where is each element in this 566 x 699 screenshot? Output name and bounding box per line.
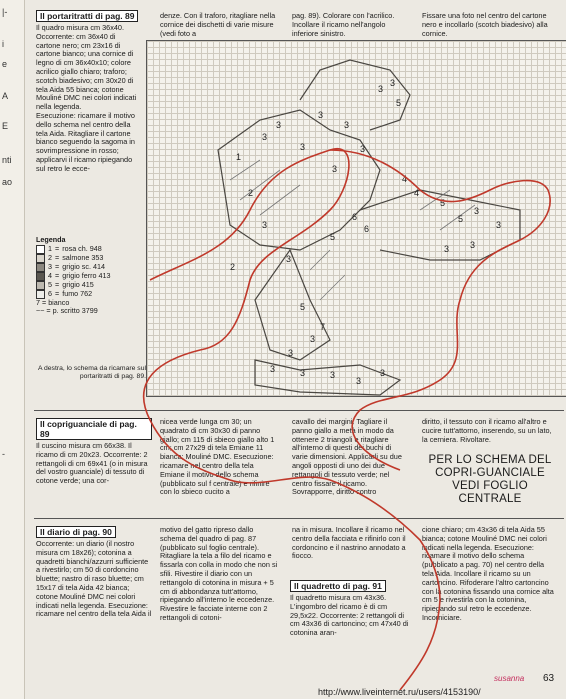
- chart-symbol-number: 3: [300, 142, 306, 152]
- chart-numbers: [230, 78, 501, 386]
- legend-item: 6 = fumo 762: [36, 290, 146, 299]
- legend-extra: 7 = bianco: [36, 297, 70, 307]
- copriguanciale-body: Il cuscino misura cm 66x38. Il ricamo di cm 20x23. Occorrente: 2 rettangoli di cm 69x41 (o in misura del vostro guanciale) di tessuto di cotone verde; una cor-: [36, 441, 148, 486]
- chart-symbol-number: 5: [330, 232, 336, 242]
- chart-symbol-number: 2: [230, 262, 236, 272]
- legend-label: grigio 415: [62, 279, 94, 289]
- magazine-brand: susanna: [494, 674, 525, 683]
- diario-heading: Il diario di pag. 90: [36, 526, 116, 538]
- spine-text: A: [2, 91, 9, 101]
- quadretto-col2: cione chiaro; cm 43x36 di tela Aida 55 bianca; cotone Mouliné DMC nei colori indicati nella legenda. Esecuzione: ricamare il motivo dello schema (pubblicato a pag. 70) nel centro della tela Aida. Incollare il ricamo su un cartoncino. Rifoderare l'altro cartoncino con la cotonina fissando una cornice alta cm 5 e rivestirla con la cotonina, ripiegando sul retro le eccedenze. Incorniciare.: [422, 525, 554, 622]
- source-url: http://www.liveinternet.ru/users/4153190/: [318, 687, 481, 697]
- footer: [0, 684, 566, 699]
- chart-symbol-number: 5: [458, 214, 464, 224]
- legend-number: 3: [48, 261, 52, 271]
- legend-item: 4 = grigio ferro 413: [36, 272, 146, 281]
- portaritratti-execution: Esecuzione: ricamare il motivo dello schema nel centro della tela Aida. Ritagliare il cartone bianco seguendo la sagoma in sovrimpressione in rosso; applicarvi il ricamo ripiegando sul retro le ecce-: [36, 110, 135, 173]
- chart-symbol-number: 3: [380, 368, 386, 378]
- motif-outline: [255, 250, 330, 360]
- motif-outline: [218, 110, 380, 250]
- legend-extra: ~~ = p. scritto 3799: [36, 306, 98, 316]
- red-cut-outline: [144, 149, 440, 690]
- chart-symbol-number: 3: [378, 84, 384, 94]
- motif-outline: [255, 360, 400, 395]
- legend-label: rosa ch. 948: [62, 243, 102, 253]
- chart-symbol-number: 5: [396, 98, 402, 108]
- portaritratti-col2: denze. Con il traforo, ritagliare nella cornice dei dischetti di varie misure (vedi foto a: [160, 11, 276, 38]
- chart-symbol-number: 3: [262, 132, 268, 142]
- chart-symbol-number: 3: [330, 370, 336, 380]
- diario-col2: motivo del gatto ripreso dallo schema del quadro di pag. 87 (pubblicato sul foglio centrale). Ritagliare la tela a filo del ricamo e fissarla con colla in modo che non si sfili. Rivestire il diario con un rettangolo di cotonina in misura + 5 cm di abbondanza tutt'attorno, ripiegando all'interno le eccedenze. Rivestire le facciate interne con 2 rettangoli di cotoni-: [160, 525, 278, 622]
- legend-item: 5 = grigio 415: [36, 281, 146, 290]
- hatch-line: [260, 185, 300, 215]
- spine-text: E: [2, 121, 9, 131]
- chart-symbol-number: 4: [402, 174, 408, 184]
- chart-symbol-number: 2: [248, 188, 254, 198]
- chart-symbol-number: 3: [390, 78, 396, 88]
- legend-number: 2: [48, 252, 52, 262]
- quadretto-heading: Il quadretto di pag. 91: [290, 580, 386, 592]
- hatch-line: [310, 250, 330, 270]
- chart-symbol-number: 3: [356, 376, 362, 386]
- chart-symbol-number: 7: [320, 322, 326, 332]
- chart-caption: A destra, lo schema da ricamare sul portaritratti di pag. 89.: [37, 365, 146, 380]
- legend-item: 3 = grigio sc. 414: [36, 263, 146, 272]
- chart-symbol-number: 3: [318, 110, 324, 120]
- legend-item: 1 = rosa ch. 948: [36, 245, 146, 254]
- hatch-line: [230, 160, 260, 180]
- chart-hatching: [230, 160, 475, 300]
- chart-symbol-number: 3: [470, 240, 476, 250]
- portaritratti-col3: pag. 89). Colorare con l'acrilico. Incollare il ricamo nell'angolo inferiore sinistro.: [292, 11, 395, 38]
- spine-text: i: [2, 39, 4, 49]
- schema-note: PER LO SCHEMA DEL COPRI-GUANCIALE VEDI FOGLIO CENTRALE: [428, 454, 552, 505]
- chart-symbol-number: 3: [360, 144, 366, 154]
- chart-symbol-number: 3: [310, 334, 316, 344]
- legend-number: 6: [48, 288, 52, 298]
- page-number: 63: [543, 673, 555, 684]
- chart-symbol-number: 6: [352, 212, 358, 222]
- spine-text: e: [2, 59, 8, 69]
- chart-symbol-number: 3: [262, 220, 268, 230]
- hatch-line: [240, 170, 280, 200]
- motif-outline: [300, 60, 410, 130]
- chart-symbol-number: 5: [440, 198, 446, 208]
- spine-text: nti: [2, 155, 12, 165]
- diario-col3: na in misura. Incollare il ricamo nel centro della facciata e rifinirlo con il cordoncino e il nastrino annodato a fiocco.: [292, 525, 406, 561]
- chart-symbol-number: 3: [286, 254, 292, 264]
- legend-label: fumo 762: [62, 288, 93, 298]
- chart-symbol-number: 5: [300, 302, 306, 312]
- chart-symbol-number: 3: [270, 364, 276, 374]
- chart-symbol-number: 3: [444, 244, 450, 254]
- chart-symbol-number: 3: [288, 348, 294, 358]
- chart-symbol-number: 1: [236, 152, 242, 162]
- legend-title: Legenda: [36, 235, 66, 244]
- chart-symbol-number: 3: [496, 220, 502, 230]
- chart-symbol-number: 3: [276, 120, 282, 130]
- portaritratti-materials: Occorrente: cm 36x40 di cartone nero; cm 23x16 di cartone bianco; una cornice di legno di cm 36x40x10; colore acrilico giallo chiaro; traforo; scotch biadesivo; cm 30x20 di tela Aida 55 bianca; cotone Mouliné DMC nei colori indicati nella legenda.: [36, 31, 137, 112]
- spine-text: ao: [2, 177, 13, 187]
- legend-number: 5: [48, 279, 52, 289]
- portaritratti-col4: Fissare una foto nel centro del cartone nero e incollarlo (scotch biadesivo) alla cornice.: [422, 11, 548, 38]
- copriguanciale-col2: nicea verde lunga cm 30; un quadrato di cm 30x30 di panno giallo; cm 115 di sbieco giallo alto 1 cm; cm 27x29 di tela Emiane 11 bianca; Mouliné DMC. Esecuzione: ricamare nel centro della tela Emiane il motivo dello schema (pubblicato sul f centrale) e rifinire con lo sbieco cucito a: [160, 417, 275, 497]
- chart-symbol-number: 3: [344, 120, 350, 130]
- copriguanciale-col3: cavallo dei margini. Tagliare il panno giallo a metà in modo da ottenere 2 triangoli e ritagliare all'interno di questi dei buchi di varie dimensioni. Applicarli su due angoli opposti di uno dei due rettangoli di tessuto verde; nel centro fissare il ricamo. Sovrapporre, diritto contro: [292, 417, 402, 497]
- portaritratti-size: Il quadro misura cm 36x40.: [36, 23, 125, 32]
- copriguanciale-col4: diritto, il tessuto con il ricamo all'altro e cucire tutt'attorno, inserendo, su un lato, la cerniera. Rivoltare.: [422, 417, 552, 444]
- hatch-line: [320, 275, 345, 300]
- chart-symbol-number: 3: [300, 368, 306, 378]
- spine-text: |-: [2, 7, 8, 17]
- chart-symbol-number: 4: [414, 188, 420, 198]
- legend-label: grigio ferro 413: [62, 270, 111, 280]
- spine-text: -: [2, 449, 5, 459]
- legend-number: 4: [48, 270, 52, 280]
- quadretto-body: Il quadretto misura cm 43x36. L'ingombro del ricamo è di cm 29,5x22. Occorrente: 2 rettangoli di cm 43x36 di cartoncino; cm 47x40 di cotonina aran-: [290, 593, 409, 638]
- chart-symbol-number: 3: [474, 206, 480, 216]
- legend-label: grigio sc. 414: [62, 261, 105, 271]
- legend-number: 1: [48, 243, 52, 253]
- chart-symbol-number: 6: [364, 224, 370, 234]
- diario-body: Occorrente: un diario (il nostro misura cm 18x26); cotonina a quadretti bianchi/azzurri sufficiente a rivestirlo; cm 50 di cordoncino bluette; nastro di raso bluette; cm 15x17 di tela Aida 42 bianca; cotone Mouliné DMC nei colori indicati nella legenda. Esecuzione: ricamare nel centro della tela Aida il: [36, 539, 152, 619]
- legend-label: salmone 353: [62, 252, 104, 262]
- portaritratti-heading: Il portaritratti di pag. 89: [36, 10, 138, 22]
- copriguanciale-heading: Il copriguanciale di pag. 89: [36, 418, 152, 440]
- legend-item: 2 = salmone 353: [36, 254, 146, 263]
- chart-symbol-number: 3: [332, 164, 338, 174]
